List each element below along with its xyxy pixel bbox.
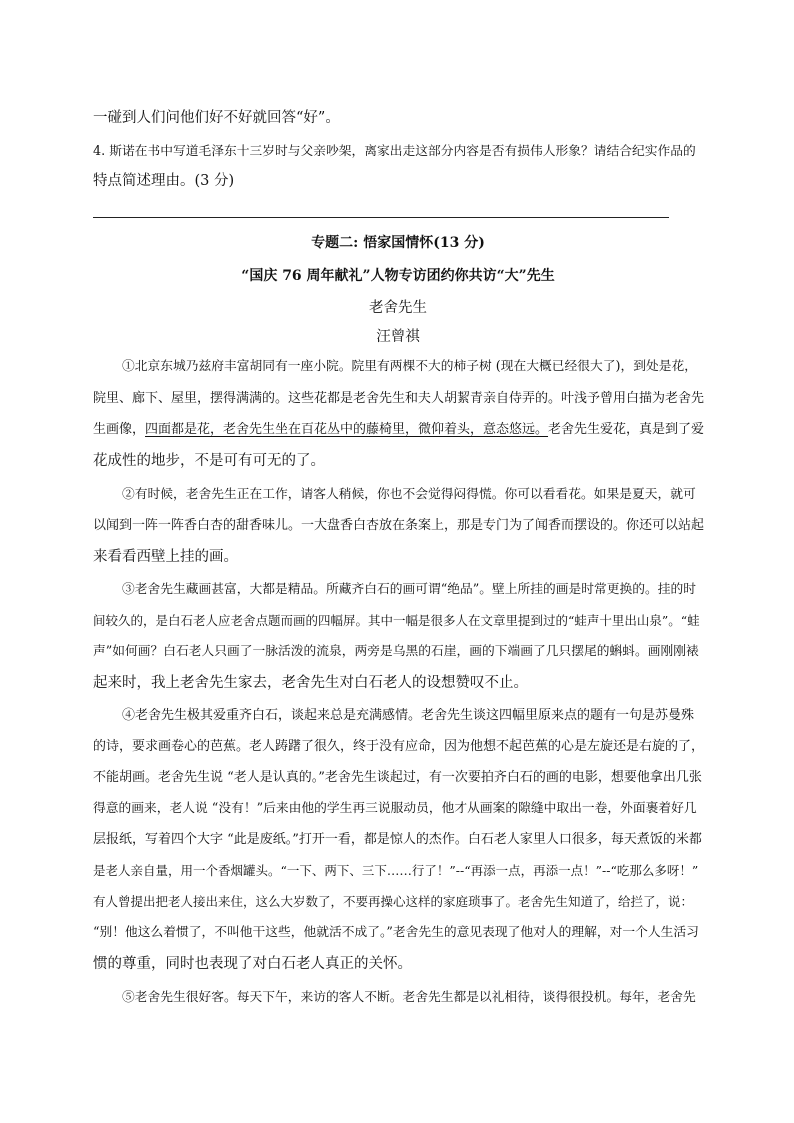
paragraph-1-line-3 xyxy=(93,420,703,440)
paragraph-3-line-3: 声”如何画？白石老人只画了一脉活泼的流泉，两旁是乌黑的石崖，画的下端画了几只摆尾的蝌蚪。画刚刚裱 xyxy=(93,644,699,659)
paragraph-3-line-2: 间较久的，是白石老人应老舍点题而画的四幅屏。其中一幅是很多人在文章里提到过的“蛙声十里出山泉”。“蛙 xyxy=(93,613,700,628)
paragraph-4-line-1: ④老舍先生极其爱重齐白石，谈起来总是充满感情。老舍先生谈这四幅里原来点的题有一句是苏曼殊 xyxy=(122,708,695,723)
paragraph-4-line-6: 是老人亲自量，用一个香烟罐头。“一下、两下、三下……行了！”--“再添一点，再添一点！”--“吃那么多呀！” xyxy=(93,863,699,878)
article-author: 汪曾祺 xyxy=(376,329,420,345)
previous-answer-tail: 一碰到人们问他们好不好就回答“好”。 xyxy=(93,110,340,126)
paragraph-2-line-1: ②有时候，老舍先生正在工作，请客人稍候，你也不会觉得闷得慌。你可以看看花。如果是夏天，就可 xyxy=(122,487,696,502)
paragraph-4-line-3: 不能胡画。老舍先生说 “老人是认真的。”老舍先生谈起过，有一次要拍齐白石的画的电影，想要他拿出几张 xyxy=(93,770,702,785)
underlined-sentence: 四面都是花，老舍先生坐在百花丛中的藤椅里，微仰着头，意态悠远。 xyxy=(145,422,549,437)
paragraph-5-line-1: ⑤老舍先生很好客。每天下午，来访的客人不断。老舍先生都是以礼相待，谈得很投机。每年，老舍先 xyxy=(122,990,696,1005)
paragraph-2-line-3: 来看看西壁上挂的画。 xyxy=(93,549,238,565)
paragraph-1-line-4: 花成性的地步，不是可有可无的了。 xyxy=(93,453,325,469)
paragraph-4-line-8: “别！他这么着惯了，不叫他干这些，他就活不成了。”老舍先生的意见表现了他对人的理解，对一个人生活习 xyxy=(93,925,699,940)
paragraph-1-line-2: 院里、廊下、屋里，摆得满满的。这些花都是老舍先生和夫人胡絜青亲自侍弄的。叶浅予曾用白描为老舍先 xyxy=(93,391,705,406)
paragraph-3-line-1: ③老舍先生藏画甚富，大都是精品。所藏齐白石的画可谓“绝品”。壁上所挂的画是时常更换的。挂的时 xyxy=(122,582,697,597)
section-title: 专题二: 悟家国情怀(13 分) xyxy=(311,235,485,251)
paragraph-1-line-3-post: 老舍先生爱花，真是到了爱 xyxy=(548,422,705,437)
paragraph-1-line-1: ①北京东城乃兹府丰富胡同有一座小院。院里有两棵不大的柿子树 (现在大概已经很大了)，到处是花， xyxy=(122,359,697,374)
question-4-line-1: 4. 斯诺在书中写道毛泽东十三岁时与父亲吵架，离家出走这部分内容是否有损伟人形象？请结合纪实作品的 xyxy=(93,144,696,159)
article-title: 老舍先生 xyxy=(369,300,427,316)
paragraph-4-line-4: 得意的画来，老人说 “没有！”后来由他的学生再三说服动员，他才从画案的隙缝中取出一卷，外面裹着好几 xyxy=(93,801,697,816)
paragraph-4-line-2: 的诗，要求画卷心的芭蕉。老人踌躇了很久，终于没有应命，因为他想不起芭蕉的心是左旋还是右旋的了， xyxy=(93,739,705,754)
answer-line xyxy=(93,217,669,218)
paragraph-4-line-5: 层报纸，写着四个大字 “此是废纸。”打开一看，都是惊人的杰作。白石老人家里人口很多，每天煮饭的米都 xyxy=(93,832,702,847)
paragraph-1-line-3-pre: 生画像， xyxy=(93,422,146,437)
paragraph-2-line-2: 以闻到一阵一阵香白杏的甜香味儿。一大盘香白杏放在条案上，那是专门为了闻香而摆设的。你还可以站起 xyxy=(93,518,705,533)
section-subtitle: “国庆 76 周年献礼”人物专访团约你共访“大”先生 xyxy=(241,268,555,284)
paragraph-4-line-9: 惯的尊重，同时也表现了对白石老人真正的关怀。 xyxy=(93,956,412,972)
question-4-line-2: 特点简述理由。(3 分) xyxy=(93,173,235,189)
paragraph-4-line-7: 有人曾提出把老人接出来住，这么大岁数了，不要再操心这样的家庭琐事了。老舍先生知道了，给拦了，说： xyxy=(93,894,694,909)
paragraph-3-line-4: 起来时，我上老舍先生家去，老舍先生对白石老人的设想赞叹不止。 xyxy=(93,675,528,691)
